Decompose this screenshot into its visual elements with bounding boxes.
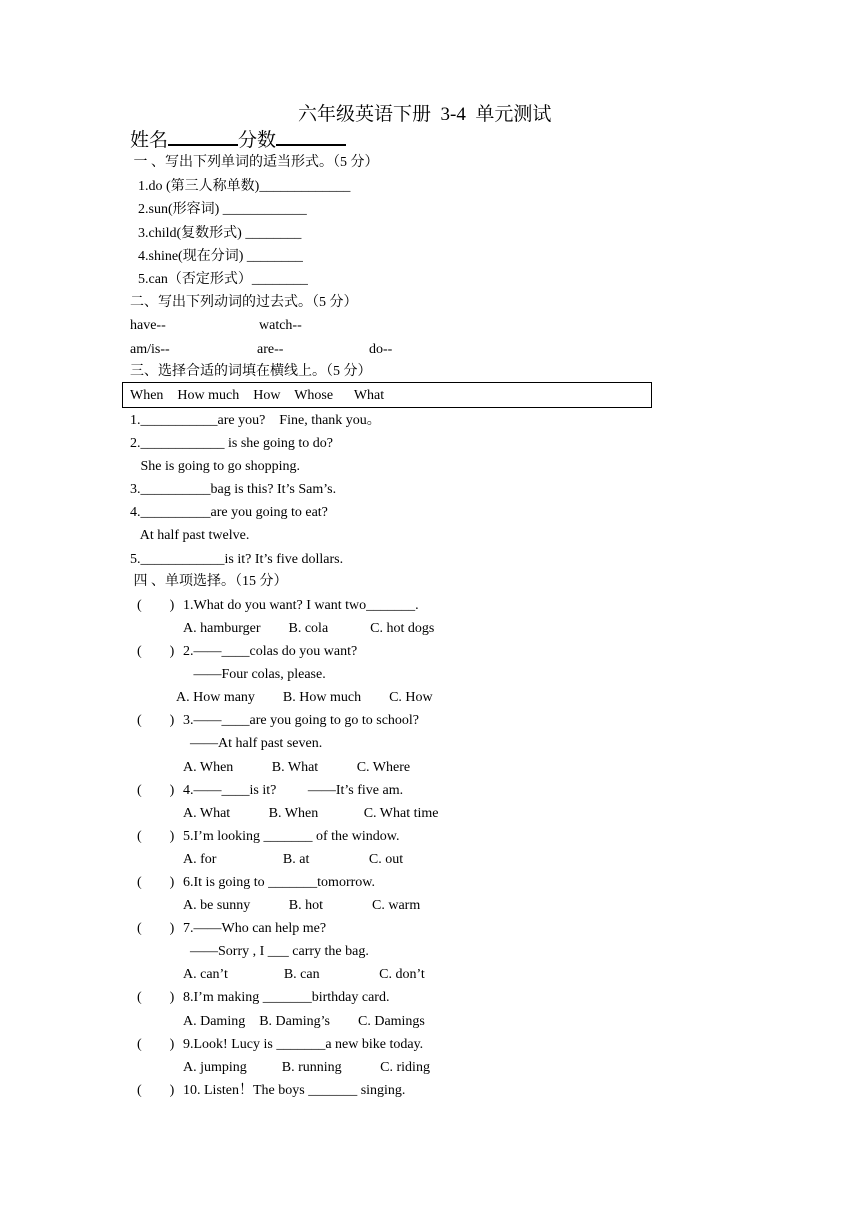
mc-options: A. jumping B. running C. riding — [183, 1060, 430, 1075]
section1-item[interactable]: 2.sun(形容词) ____________ — [138, 202, 307, 217]
section1-item[interactable]: 5.can（否定形式）________ — [138, 272, 308, 287]
mc-reply: ——Sorry , I ___ carry the bag. — [183, 944, 369, 959]
mc-question: 9.Look! Lucy is _______a new bike today. — [183, 1037, 424, 1052]
answer-paren[interactable]: ( ) — [137, 713, 175, 728]
verb-do[interactable]: do-- — [369, 342, 393, 357]
section3-heading: 三、选择合适的词填在横线上。（5 分） — [130, 364, 372, 379]
name-label: 姓名 — [130, 130, 169, 151]
score-label: 分数 — [238, 130, 277, 151]
word-box-words: When How much How Whose What — [130, 388, 385, 403]
section1-item[interactable]: 4.shine(现在分词) ________ — [138, 249, 303, 264]
name-blank[interactable] — [168, 128, 238, 146]
mc-options: A. How many B. How much C. How — [176, 690, 433, 705]
mc-question: 5.I’m looking _______ of the window. — [183, 829, 400, 844]
mc-question: 10. Listen！The boys _______ singing. — [183, 1083, 406, 1098]
fill-answer: She is going to go shopping. — [130, 459, 300, 474]
mc-options: A. hamburger B. cola C. hot dogs — [183, 621, 435, 636]
page-title: 六年级英语下册 3-4 单元测试 — [298, 104, 552, 125]
answer-paren[interactable]: ( ) — [137, 829, 175, 844]
fill-question[interactable]: 2.____________ is she going to do? — [130, 436, 333, 451]
verb-are[interactable]: are-- — [257, 342, 284, 357]
fill-question[interactable]: 3.__________bag is this? It’s Sam’s. — [130, 482, 337, 497]
mc-options: A. When B. What C. Where — [183, 760, 411, 775]
fill-question[interactable]: 1.___________are you? Fine, thank you。 — [130, 413, 381, 428]
word-box — [122, 382, 652, 408]
verb-am-is[interactable]: am/is-- — [130, 342, 170, 357]
mc-question: 7.——Who can help me? — [183, 921, 327, 936]
answer-paren[interactable]: ( ) — [137, 1037, 175, 1052]
section1-item[interactable]: 3.child(复数形式) ________ — [138, 226, 302, 241]
answer-paren[interactable]: ( ) — [137, 875, 175, 890]
fill-answer: At half past twelve. — [130, 528, 250, 543]
mc-reply: ——At half past seven. — [183, 736, 323, 751]
verb-have[interactable]: have-- — [130, 318, 166, 333]
answer-paren[interactable]: ( ) — [137, 990, 175, 1005]
mc-question: 2.——____colas do you want? — [183, 644, 358, 659]
fill-question[interactable]: 5.____________is it? It’s five dollars. — [130, 552, 344, 567]
mc-question: 8.I’m making _______birthday card. — [183, 990, 390, 1005]
answer-paren[interactable]: ( ) — [137, 598, 175, 613]
mc-reply: ——Four colas, please. — [183, 667, 326, 682]
section1-item[interactable]: 1.do (第三人称单数)_____________ — [138, 179, 351, 194]
mc-question: 6.It is going to _______tomorrow. — [183, 875, 375, 890]
fill-question[interactable]: 4.__________are you going to eat? — [130, 505, 328, 520]
mc-question: 4.——____is it? ——It’s five am. — [183, 783, 404, 798]
mc-options: A. for B. at C. out — [183, 852, 404, 867]
answer-paren[interactable]: ( ) — [137, 921, 175, 936]
answer-paren[interactable]: ( ) — [137, 783, 175, 798]
section2-heading: 二、写出下列动词的过去式。（5 分） — [130, 295, 358, 310]
verb-watch[interactable]: watch-- — [259, 318, 302, 333]
mc-options: A. What B. When C. What time — [183, 806, 439, 821]
answer-paren[interactable]: ( ) — [137, 644, 175, 659]
mc-question: 1.What do you want? I want two_______. — [183, 598, 419, 613]
mc-options: A. Daming B. Daming’s C. Damings — [183, 1014, 425, 1029]
name-score-row — [130, 128, 346, 152]
mc-question: 3.——____are you going to go to school? — [183, 713, 420, 728]
score-blank[interactable] — [276, 128, 346, 146]
mc-options: A. be sunny B. hot C. warm — [183, 898, 421, 913]
mc-options: A. can’t B. can C. don’t — [183, 967, 425, 982]
answer-paren[interactable]: ( ) — [137, 1083, 175, 1098]
section1-heading: 一 、写出下列单词的适当形式。（5 分） — [130, 155, 379, 170]
section4-heading: 四 、单项选择。（15 分） — [130, 574, 288, 589]
